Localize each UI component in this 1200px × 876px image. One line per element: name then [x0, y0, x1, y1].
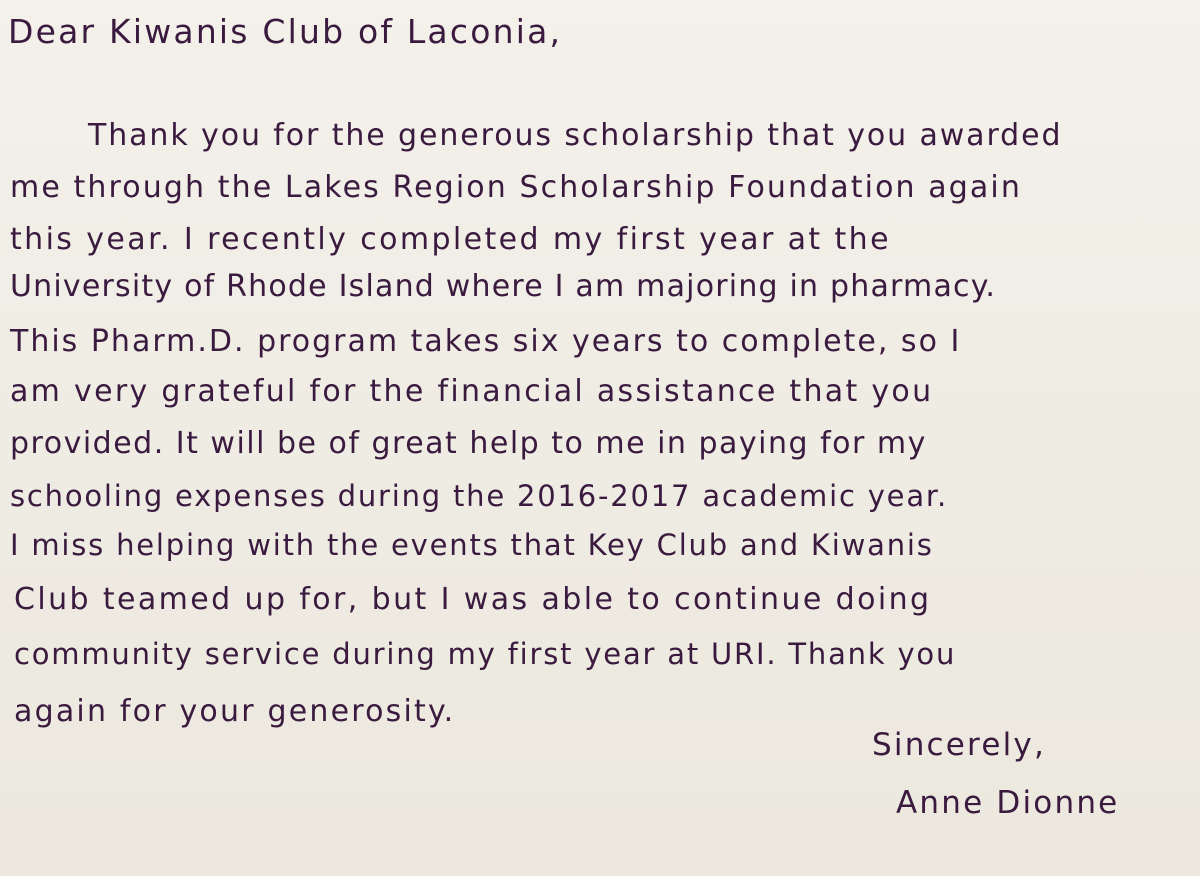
letter-line: am very grateful for the financial assistance that you: [10, 374, 934, 409]
letter-line: Thank you for the generous scholarship that you awarded: [88, 118, 1063, 153]
letter-line: Club teamed up for, but I was able to continue doing: [14, 582, 932, 617]
letter-line: schooling expenses during the 2016-2017 academic year.: [10, 479, 948, 513]
letter-line: this year. I recently completed my first year at the: [10, 222, 891, 257]
letter-line: community service during my first year at URI. Thank you: [14, 637, 957, 671]
letter-line: again for your generosity.: [14, 694, 456, 729]
letter-line: This Pharm.D. program takes six years to complete, so I: [10, 324, 962, 359]
signature: Anne Dionne: [896, 785, 1120, 821]
closing: Sincerely,: [872, 727, 1047, 763]
letter-line: University of Rhode Island where I am majoring in pharmacy.: [10, 269, 997, 304]
letter-line: I miss helping with the events that Key Club and Kiwanis: [10, 528, 934, 562]
letter-line: provided. It will be of great help to me in paying for my: [10, 426, 927, 461]
salutation: Dear Kiwanis Club of Laconia,: [8, 12, 563, 51]
letter-line: me through the Lakes Region Scholarship Foundation again: [10, 170, 1022, 205]
